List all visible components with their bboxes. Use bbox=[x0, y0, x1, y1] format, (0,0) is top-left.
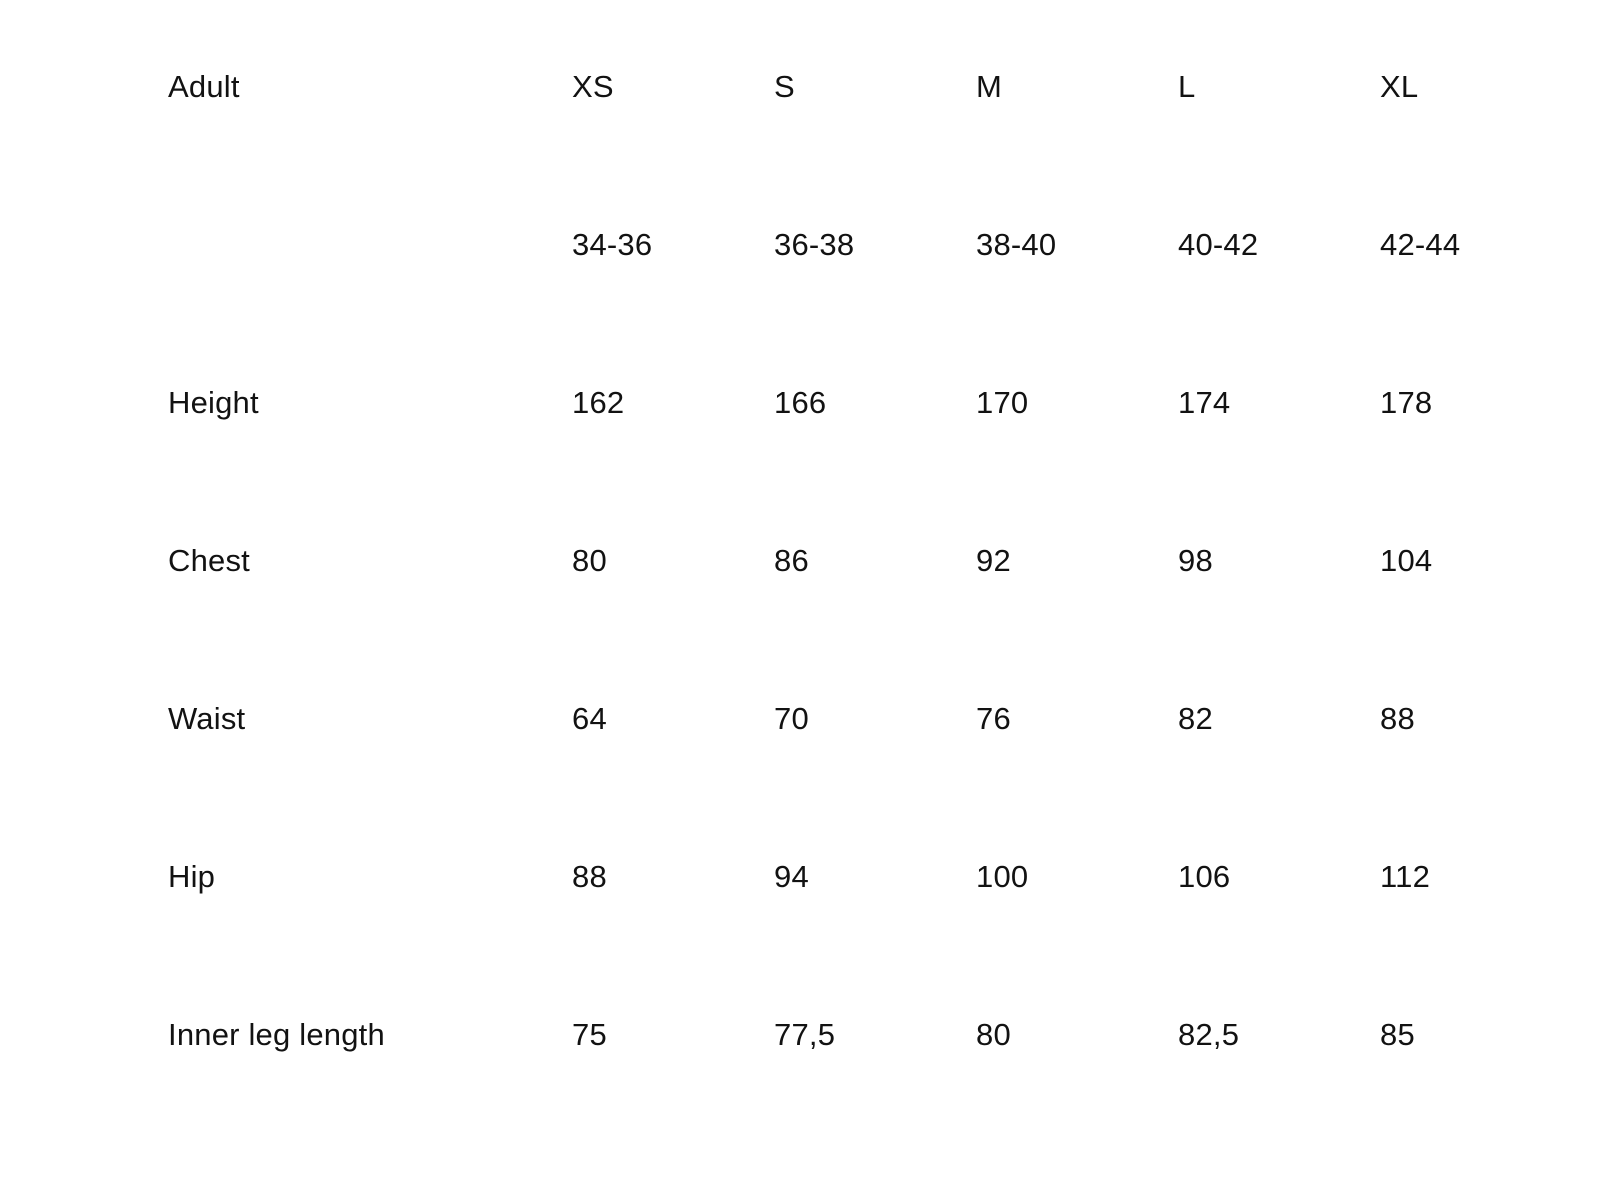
row-label-height: Height bbox=[168, 385, 259, 420]
cell-height-s: 166 bbox=[774, 385, 827, 420]
cell-chest-m: 92 bbox=[976, 543, 1011, 578]
cell-height-xl: 178 bbox=[1380, 385, 1433, 420]
row-label-hip: Hip bbox=[168, 859, 216, 894]
cell-waist-xl: 88 bbox=[1380, 701, 1415, 736]
table-row bbox=[168, 1016, 1582, 1076]
size-chart-table bbox=[168, 68, 1582, 1076]
cell-height-xs: 162 bbox=[572, 385, 625, 420]
size-range-l: 40-42 bbox=[1178, 227, 1259, 262]
cell-hip-m: 100 bbox=[976, 859, 1029, 894]
cell-waist-xs: 64 bbox=[572, 701, 607, 736]
column-header-l: L bbox=[1178, 69, 1196, 104]
cell-chest-l: 98 bbox=[1178, 543, 1213, 578]
cell-waist-m: 76 bbox=[976, 701, 1011, 736]
cell-height-l: 174 bbox=[1178, 385, 1231, 420]
column-header-xs: XS bbox=[572, 69, 614, 104]
cell-inner-leg-l: 82,5 bbox=[1178, 1017, 1240, 1052]
cell-waist-s: 70 bbox=[774, 701, 809, 736]
cell-inner-leg-s: 77,5 bbox=[774, 1017, 836, 1052]
size-range-s: 36-38 bbox=[774, 227, 855, 262]
column-header-m: M bbox=[976, 69, 1003, 104]
cell-inner-leg-m: 80 bbox=[976, 1017, 1011, 1052]
cell-hip-xl: 112 bbox=[1380, 859, 1431, 894]
column-header-s: S bbox=[774, 69, 795, 104]
cell-chest-s: 86 bbox=[774, 543, 809, 578]
cell-waist-l: 82 bbox=[1178, 701, 1213, 736]
cell-chest-xl: 104 bbox=[1380, 543, 1433, 578]
table-row bbox=[168, 384, 1582, 542]
size-range-xs: 34-36 bbox=[572, 227, 653, 262]
row-label-chest: Chest bbox=[168, 543, 250, 578]
size-range-m: 38-40 bbox=[976, 227, 1057, 262]
cell-inner-leg-xs: 75 bbox=[572, 1017, 607, 1052]
cell-height-m: 170 bbox=[976, 385, 1029, 420]
table-row bbox=[168, 858, 1582, 1016]
cell-hip-xs: 88 bbox=[572, 859, 607, 894]
column-header-xl: XL bbox=[1380, 69, 1419, 104]
table-row-size-range bbox=[168, 226, 1582, 384]
row-label-waist: Waist bbox=[168, 701, 246, 736]
size-range-label bbox=[168, 226, 572, 384]
table-row-header bbox=[168, 68, 1582, 226]
table-row bbox=[168, 542, 1582, 700]
table-row bbox=[168, 700, 1582, 858]
corner-label: Adult bbox=[168, 69, 240, 104]
size-range-xl: 42-44 bbox=[1380, 227, 1461, 262]
cell-hip-s: 94 bbox=[774, 859, 809, 894]
cell-chest-xs: 80 bbox=[572, 543, 607, 578]
cell-inner-leg-xl: 85 bbox=[1380, 1017, 1415, 1052]
row-label-inner-leg-length: Inner leg length bbox=[168, 1017, 385, 1052]
cell-hip-l: 106 bbox=[1178, 859, 1231, 894]
